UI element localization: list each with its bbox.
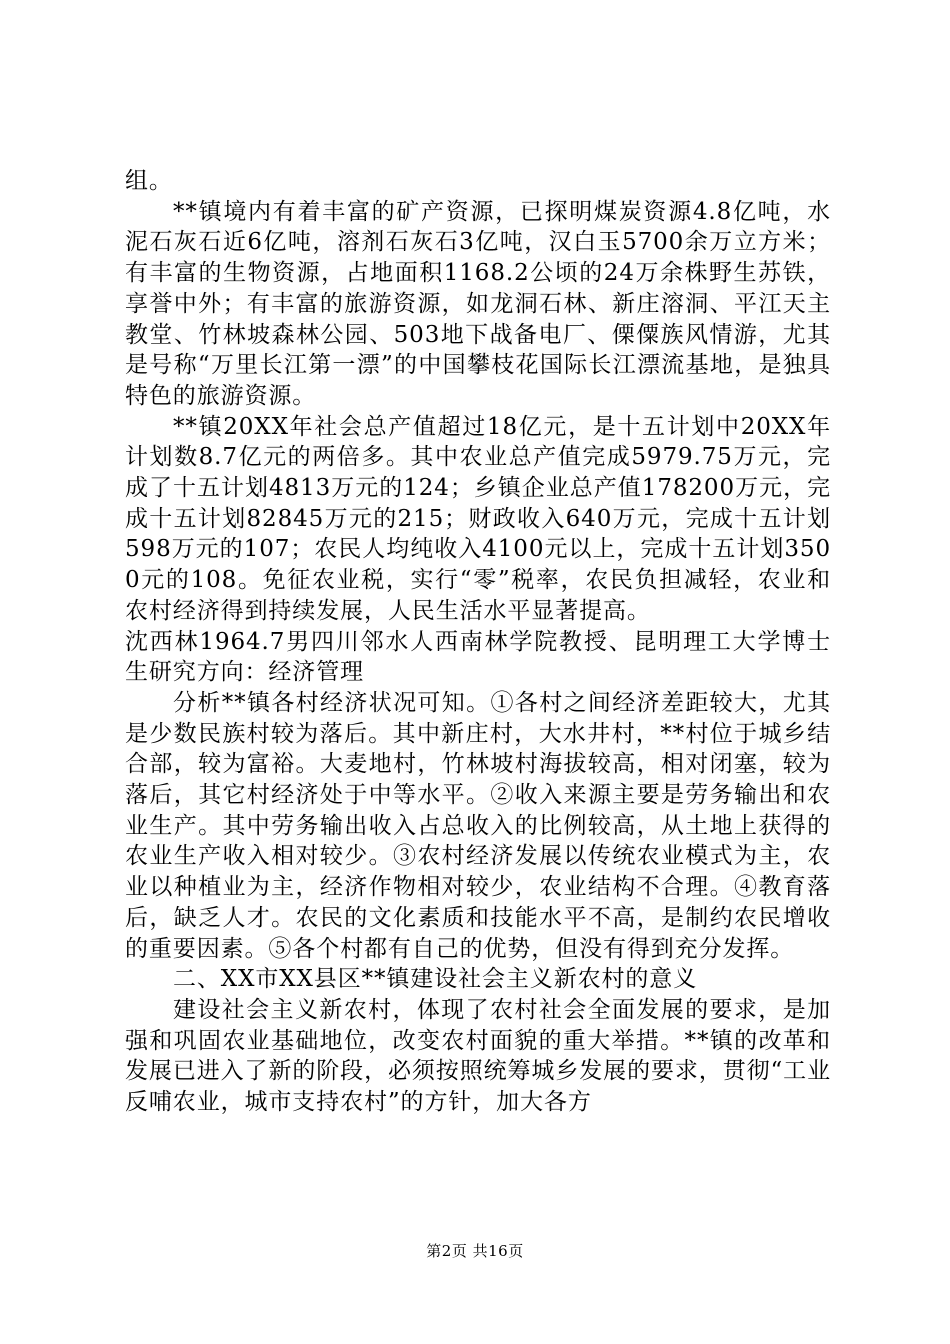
paragraph-significance: 建设社会主义新农村，体现了农村社会全面发展的要求，是加强和巩固农业基础地位，改变农村面貌的重大举措。**镇的改革和发展已进入了新的阶段，必须按照统筹城乡发展的要求，贯彻“工业反哺农业，城市支持农村”的方针，加大各方 xyxy=(125,996,831,1116)
paragraph-resources: **镇境内有着丰富的矿产资源，已探明煤炭资源4.8亿吨，水泥石灰石近6亿吨，溶剂石灰石3亿吨，汉白玉5700余万立方米；有丰富的生物资源，占地面积1168.2公顷的24万余株野生苏铁，享誉中外；有丰富的旅游资源，如龙洞石林、新庄溶洞、平江天主教堂、竹林坡森林公园、503地下战备电厂、傈僳族风情游，尤其是号称“万里长江第一漂”的中国攀枝花国际长江漂流基地，是独具特色的旅游资源。 xyxy=(125,198,831,409)
page-number-footer: 第2页 共16页 xyxy=(426,1242,524,1260)
document-body xyxy=(125,166,831,1118)
paragraph-continuation: 组。 xyxy=(125,168,173,194)
paragraph-analysis: 分析**镇各村经济状况可知。①各村之间经济差距较大，尤其是少数民族村较为落后。其中新庄村，大水井村，**村位于城乡结合部，较为富裕。大麦地村，竹林坡村海拔较高，相对闭塞，较为落后，其它村经济处于中等水平。②收入来源主要是劳务输出和农业生产。其中劳务输出收入占总收入的比例较高，从土地上获得的农业生产收入相对较少。③农村经济发展以传统农业模式为主，农业以种植业为主，经济作物相对较少，农业结构不合理。④教育落后，缺乏人才。农民的文化素质和技能水平不高，是制约农民增收的重要因素。⑤各个村都有自己的优势，但没有得到充分发挥。 xyxy=(125,689,831,962)
section-heading: 二、XX市XX县区**镇建设社会主义新农村的意义 xyxy=(173,966,698,993)
paragraph-author-note: 沈西林1964.7男四川邻水人西南林学院教授、昆明理工大学博士生研究方向：经济管理 xyxy=(125,628,831,686)
paragraph-output-value: **镇20XX年社会总产值超过18亿元，是十五计划中20XX年计划数8.7亿元的两倍多。其中农业总产值完成5979.75万元，完成了十五计划4813万元的124；乡镇企业总产值178200万元，完成十五计划82845万元的215；财政收入640万元，完成十五计划598万元的107；农民人均纯收入4100元以上，完成十五计划3500元的108。免征农业税，实行“零”税率，农民负担减轻，农业和农村经济得到持续发展，人民生活水平显著提高。 xyxy=(125,413,831,624)
